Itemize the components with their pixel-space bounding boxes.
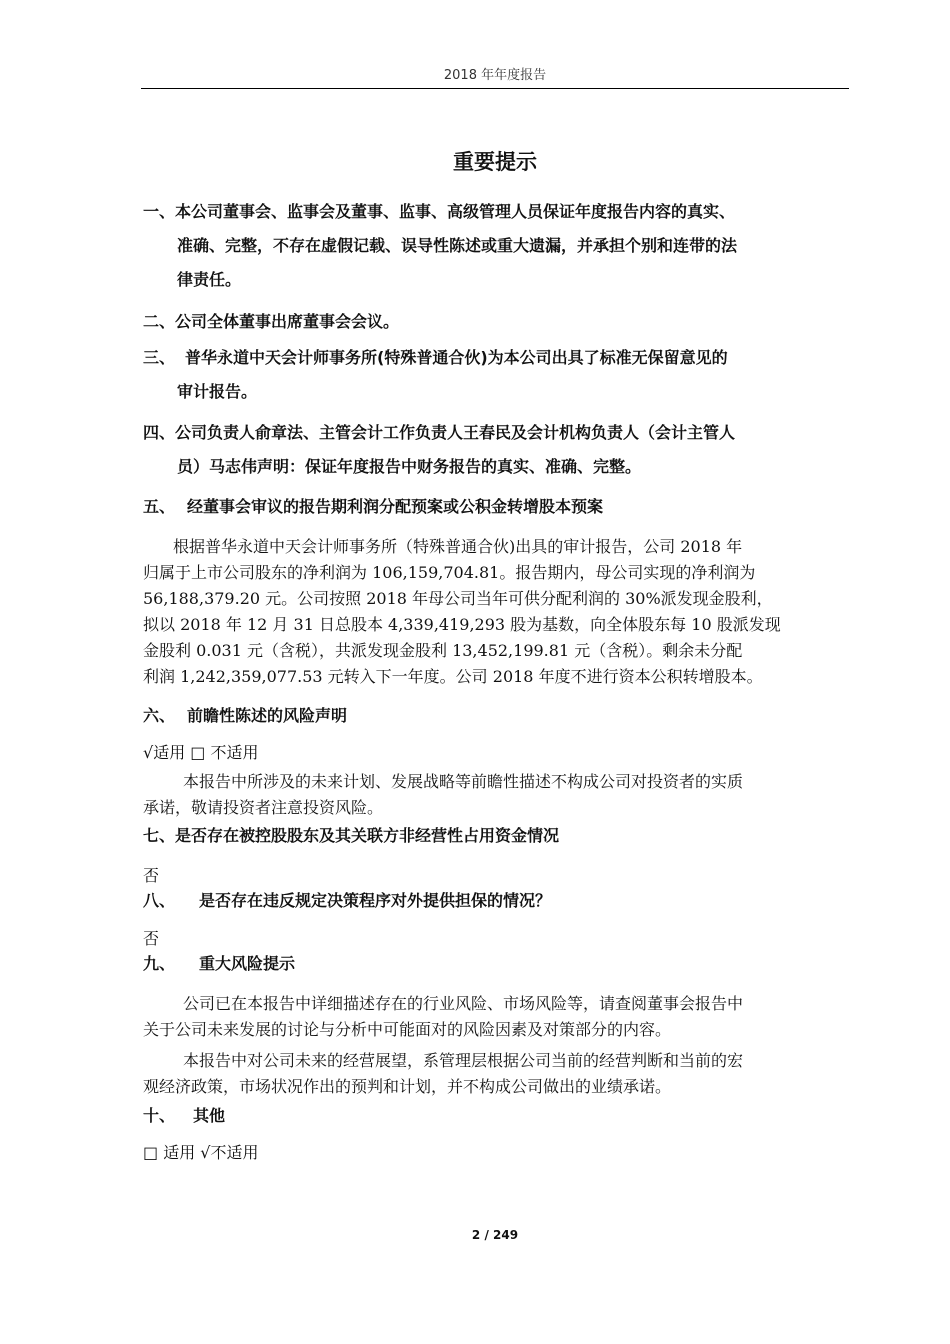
paragraph-line: 利润 1,242,359,077.53 元转入下一年度。公司 2018 年度不进行资本公积转增股本。 bbox=[143, 667, 763, 686]
section-text-line: 员）马志伟声明：保证年度报告中财务报告的真实、准确、完整。 bbox=[177, 457, 642, 476]
section-3 bbox=[143, 341, 853, 409]
paragraph-line: 拟以 2018 年 12 月 31 日总股本 4,339,419,293 股为基数，向全体股东每 10 股派发现 bbox=[143, 615, 781, 634]
section-4 bbox=[143, 416, 853, 484]
section-number: 一、 bbox=[143, 202, 176, 221]
section-text: 重大风险提示 bbox=[199, 954, 296, 973]
section-text-line: 公司负责人俞章法、主管会计工作负责人王春民及会计机构负责人（会计主管人 bbox=[175, 423, 736, 442]
paragraph-line: 公司已在本报告中详细描述存在的行业风险、市场风险等，请查阅董事会报告中 bbox=[183, 994, 744, 1013]
risk-paragraph-1 bbox=[143, 991, 849, 1043]
profit-distribution-paragraph bbox=[143, 534, 849, 690]
risk-paragraph-2 bbox=[143, 1048, 849, 1100]
section-10-heading bbox=[143, 1104, 225, 1128]
section-2 bbox=[143, 305, 853, 339]
section-7-answer: 否 bbox=[143, 866, 160, 885]
section-8-answer: 否 bbox=[143, 929, 160, 948]
section-8-heading bbox=[143, 889, 551, 913]
section-number: 十、 bbox=[143, 1106, 176, 1125]
section-text: 公司全体董事出席董事会会议。 bbox=[175, 312, 400, 331]
section-number: 二、 bbox=[143, 312, 176, 331]
section-text: 经董事会审议的报告期利润分配预案或公积金转增股本预案 bbox=[187, 497, 604, 516]
paragraph-line: 关于公司未来发展的讨论与分析中可能面对的风险因素及对策部分的内容。 bbox=[143, 1020, 672, 1039]
paragraph-line: 归属于上市公司股东的净利润为 106,159,704.81。报告期内，母公司实现的净利润为 bbox=[143, 563, 756, 582]
applicability-checkbox: √适用 □ 不适用 bbox=[143, 743, 259, 762]
forward-looking-paragraph bbox=[143, 769, 849, 821]
section-text: 其他 bbox=[193, 1106, 226, 1125]
page-number: 2 / 249 bbox=[471, 1228, 519, 1242]
page-header: 2018 年年度报告 bbox=[443, 68, 547, 83]
section-number: 七、 bbox=[143, 826, 176, 845]
paragraph-line: 本报告中所涉及的未来计划、发展战略等前瞻性描述不构成公司对投资者的实质 bbox=[183, 772, 744, 791]
section-text: 前瞻性陈述的风险声明 bbox=[187, 706, 348, 725]
section-text: 是否存在违反规定决策程序对外提供担保的情况？ bbox=[199, 891, 552, 910]
paragraph-line: 56,188,379.20 元。公司按照 2018 年母公司当年可供分配利润的 30%派发现金股利， bbox=[143, 589, 773, 608]
applicability-checkbox: □ 适用 √不适用 bbox=[143, 1143, 259, 1162]
paragraph-line: 本报告中对公司未来的经营展望，系管理层根据公司当前的经营判断和当前的宏 bbox=[183, 1051, 744, 1070]
header-divider bbox=[141, 88, 849, 89]
section-number: 九、 bbox=[143, 954, 176, 973]
section-text: 是否存在被控股股东及其关联方非经营性占用资金情况 bbox=[175, 826, 560, 845]
section-text-line: 准确、完整，不存在虚假记载、误导性陈述或重大遗漏，并承担个别和连带的法 bbox=[177, 236, 738, 255]
section-text-line: 普华永道中天会计师事务所(特殊普通合伙)为本公司出具了标准无保留意见的 bbox=[185, 348, 728, 367]
section-number: 八、 bbox=[143, 891, 176, 910]
section-7-heading bbox=[143, 824, 559, 848]
section-number: 三、 bbox=[143, 348, 176, 367]
section-9-heading bbox=[143, 952, 295, 976]
section-1 bbox=[143, 195, 853, 297]
section-number: 六、 bbox=[143, 706, 176, 725]
paragraph-line: 根据普华永道中天会计师事务所（特殊普通合伙)出具的审计报告，公司 2018 年 bbox=[173, 537, 743, 556]
section-text-line: 本公司董事会、监事会及董事、监事、高级管理人员保证年度报告内容的真实、 bbox=[175, 202, 736, 221]
paragraph-line: 观经济政策，市场状况作出的预判和计划，并不构成公司做出的业绩承诺。 bbox=[143, 1077, 672, 1096]
paragraph-line: 承诺，敬请投资者注意投资风险。 bbox=[143, 798, 384, 817]
paragraph-line: 金股利 0.031 元（含税），共派发现金股利 13,452,199.81 元（含税）。剩余未分配 bbox=[143, 641, 743, 660]
section-6-heading bbox=[143, 704, 347, 728]
page-title: 重要提示 bbox=[453, 150, 537, 174]
section-number: 四、 bbox=[143, 423, 176, 442]
section-5-heading bbox=[143, 495, 603, 519]
section-number: 五、 bbox=[143, 497, 176, 516]
section-text-line: 审计报告。 bbox=[177, 382, 258, 401]
section-text-line: 律责任。 bbox=[177, 270, 242, 289]
